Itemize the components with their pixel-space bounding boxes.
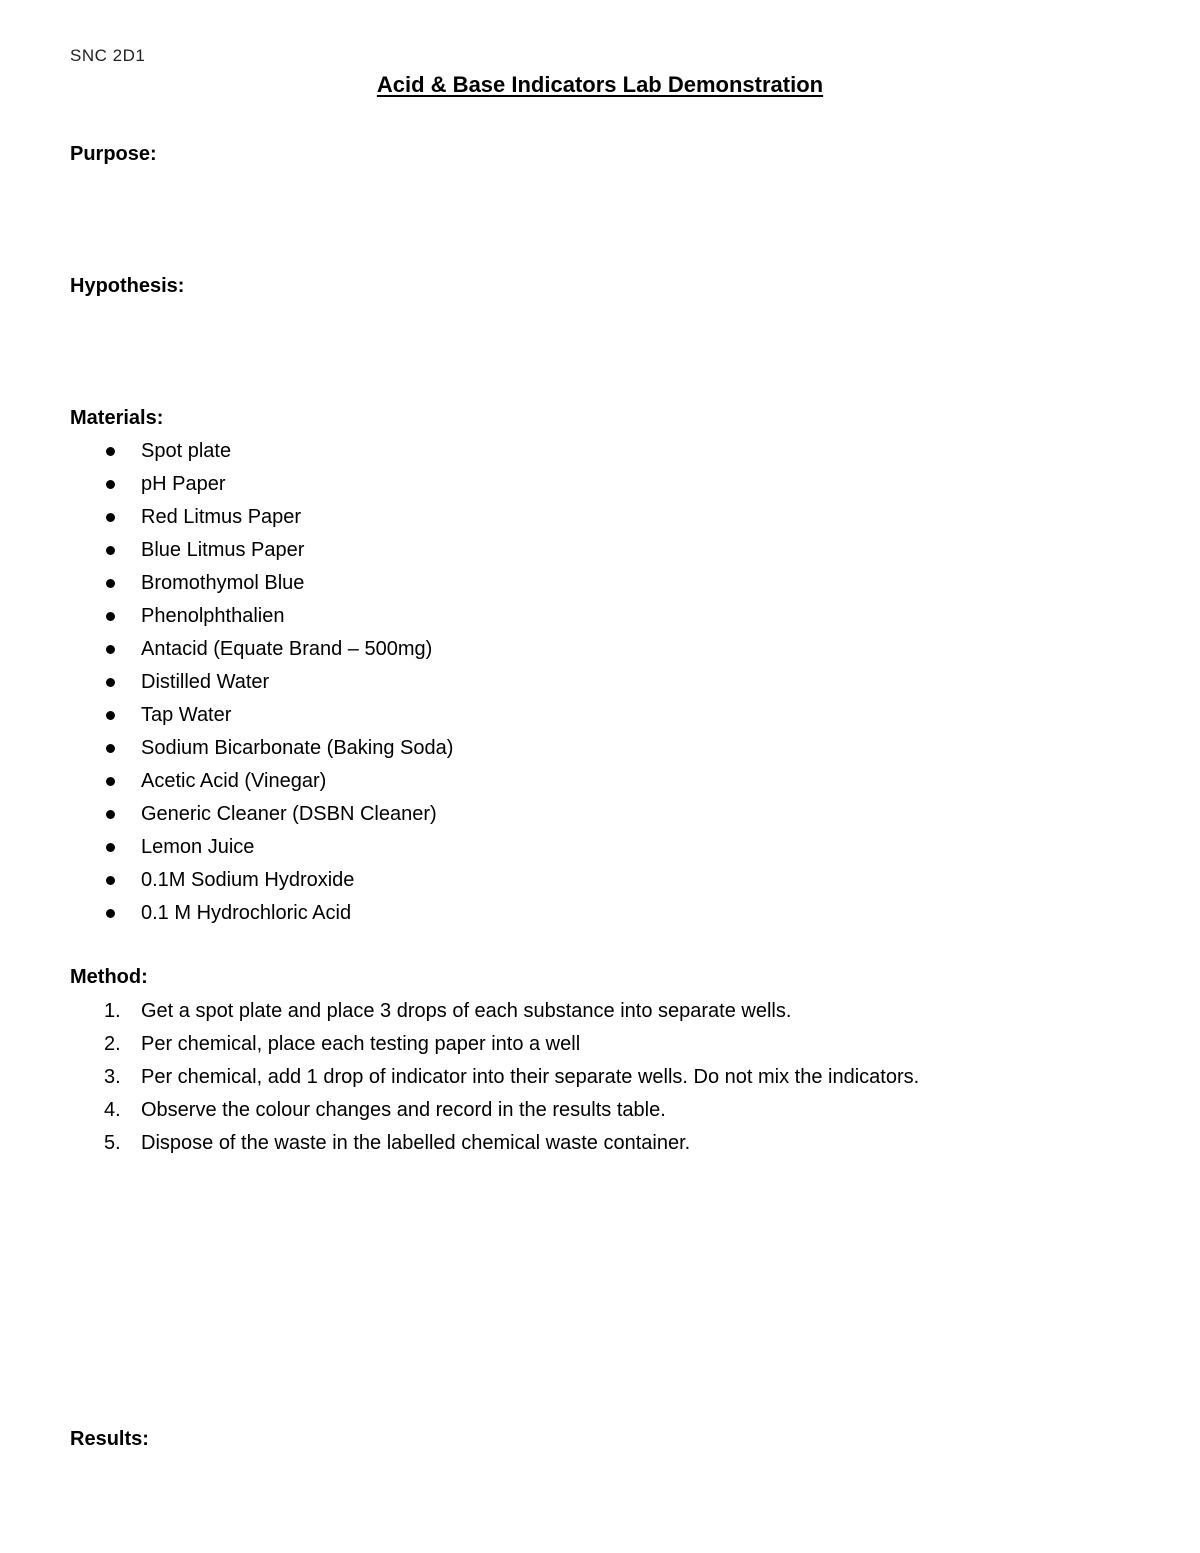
bullet-icon	[106, 711, 115, 720]
material-label: Spot plate	[141, 440, 232, 462]
step-number: 3.	[104, 1066, 121, 1088]
method-step	[70, 1095, 919, 1128]
list-item	[70, 469, 453, 502]
list-item	[70, 832, 453, 865]
list-item	[70, 601, 453, 634]
material-label: Red Litmus Paper	[141, 506, 302, 528]
list-item	[70, 898, 453, 931]
hypothesis-heading: Hypothesis:	[70, 275, 185, 297]
bullet-icon	[106, 777, 115, 786]
method-step	[70, 1029, 919, 1062]
step-text: Observe the colour changes and record in the results table.	[141, 1099, 666, 1121]
material-label: Acetic Acid (Vinegar)	[141, 770, 327, 792]
bullet-icon	[106, 447, 115, 456]
bullet-icon	[106, 645, 115, 654]
material-label: pH Paper	[141, 473, 226, 495]
bullet-icon	[106, 909, 115, 918]
list-item	[70, 568, 453, 601]
step-text: Per chemical, add 1 drop of indicator into their separate wells. Do not mix the indicators.	[141, 1066, 920, 1088]
method-heading: Method:	[70, 966, 148, 988]
method-step	[70, 996, 919, 1029]
list-item	[70, 634, 453, 667]
step-number: 1.	[104, 1000, 121, 1022]
material-label: 0.1 M Hydrochloric Acid	[141, 902, 352, 924]
material-label: Bromothymol Blue	[141, 572, 305, 594]
list-item	[70, 700, 453, 733]
step-text: Get a spot plate and place 3 drops of each substance into separate wells.	[141, 1000, 792, 1022]
method-step	[70, 1062, 919, 1095]
bullet-icon	[106, 810, 115, 819]
bullet-icon	[106, 513, 115, 522]
course-code: SNC 2D1	[70, 46, 146, 65]
bullet-icon	[106, 678, 115, 687]
list-item	[70, 766, 453, 799]
materials-list	[70, 436, 453, 931]
bullet-icon	[106, 843, 115, 852]
list-item	[70, 799, 453, 832]
purpose-heading: Purpose:	[70, 143, 157, 165]
page-title: Acid & Base Indicators Lab Demonstration	[376, 72, 824, 97]
material-label: Tap Water	[141, 704, 232, 726]
list-item	[70, 502, 453, 535]
material-label: Lemon Juice	[141, 836, 255, 858]
step-number: 4.	[104, 1099, 121, 1121]
material-label: Generic Cleaner (DSBN Cleaner)	[141, 803, 437, 825]
list-item	[70, 436, 453, 469]
list-item	[70, 733, 453, 766]
materials-heading: Materials:	[70, 407, 164, 429]
bullet-icon	[106, 480, 115, 489]
bullet-icon	[106, 612, 115, 621]
step-text: Dispose of the waste in the labelled chemical waste container.	[141, 1132, 691, 1154]
material-label: 0.1M Sodium Hydroxide	[141, 869, 355, 891]
bullet-icon	[106, 876, 115, 885]
material-label: Sodium Bicarbonate (Baking Soda)	[141, 737, 454, 759]
bullet-icon	[106, 579, 115, 588]
results-heading: Results:	[70, 1428, 149, 1450]
material-label: Antacid (Equate Brand – 500mg)	[141, 638, 433, 660]
material-label: Distilled Water	[141, 671, 270, 693]
list-item	[70, 865, 453, 898]
list-item	[70, 667, 453, 700]
list-item	[70, 535, 453, 568]
method-list	[70, 996, 919, 1161]
material-label: Blue Litmus Paper	[141, 539, 305, 561]
step-number: 2.	[104, 1033, 121, 1055]
bullet-icon	[106, 546, 115, 555]
step-number: 5.	[104, 1132, 121, 1154]
method-step	[70, 1128, 919, 1161]
bullet-icon	[106, 744, 115, 753]
step-text: Per chemical, place each testing paper into a well	[141, 1033, 581, 1055]
material-label: Phenolphthalien	[141, 605, 285, 627]
